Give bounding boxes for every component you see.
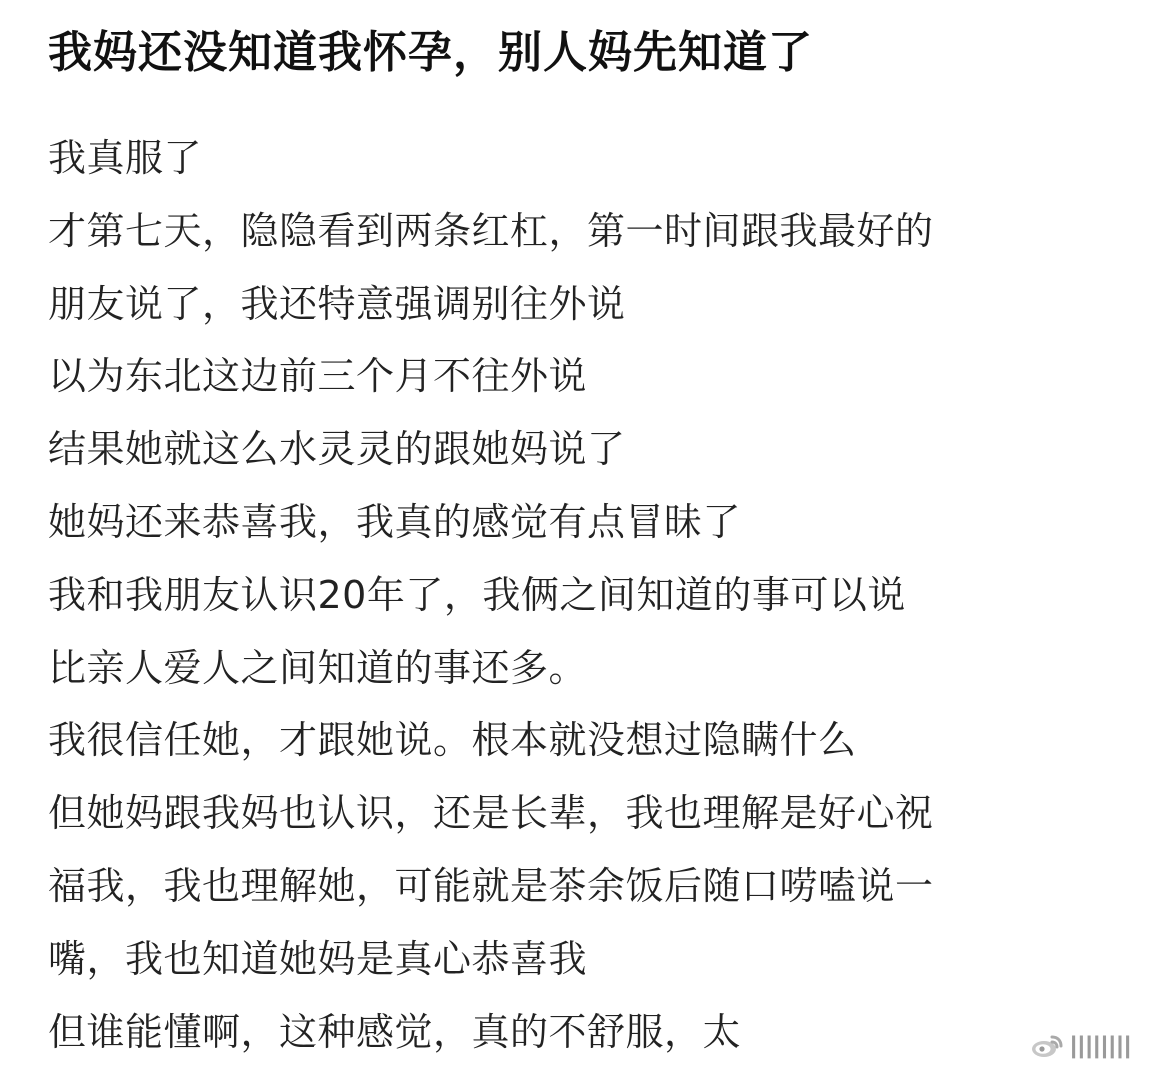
post-title: 我妈还没知道我怀孕，别人妈先知道了 [48,27,813,78]
post-line: 福我，我也理解她，可能就是茶余饭后随口唠嗑说一 [48,863,934,908]
post-line: 但她妈跟我妈也认识，还是长辈，我也理解是好心祝 [48,791,934,836]
watermark [1020,1026,1142,1066]
post-content [48,22,1118,1068]
post-body [48,122,1118,1068]
post-line: 她妈还来恭喜我，我真的感觉有点冒昧了 [48,499,742,544]
post-line: 以为东北这边前三个月不往外说 [48,354,588,399]
post-line: 结果她就这么水灵灵的跟她妈说了 [48,427,626,472]
weibo-icon [1030,1032,1064,1060]
watermark-text: |||||||| [1070,1032,1132,1059]
post-line: 我真服了 [48,136,203,180]
post-line: 我很信任她，才跟她说。根本就没想过隐瞒什么 [48,718,857,763]
post-line: 比亲人爱人之间知道的事还多。 [48,645,588,690]
post-line: 才第七天，隐隐看到两条红杠，第一时间跟我最好的 [48,208,934,253]
post-line: 但谁能懂啊，这种感觉，真的不舒服，太 [48,1009,742,1054]
post-line: 我和我朋友认识20年了，我俩之间知道的事可以说 [48,572,906,617]
post-line: 朋友说了，我还特意强调别往外说 [48,281,626,326]
post-line: 嘴，我也知道她妈是真心恭喜我 [48,936,588,981]
